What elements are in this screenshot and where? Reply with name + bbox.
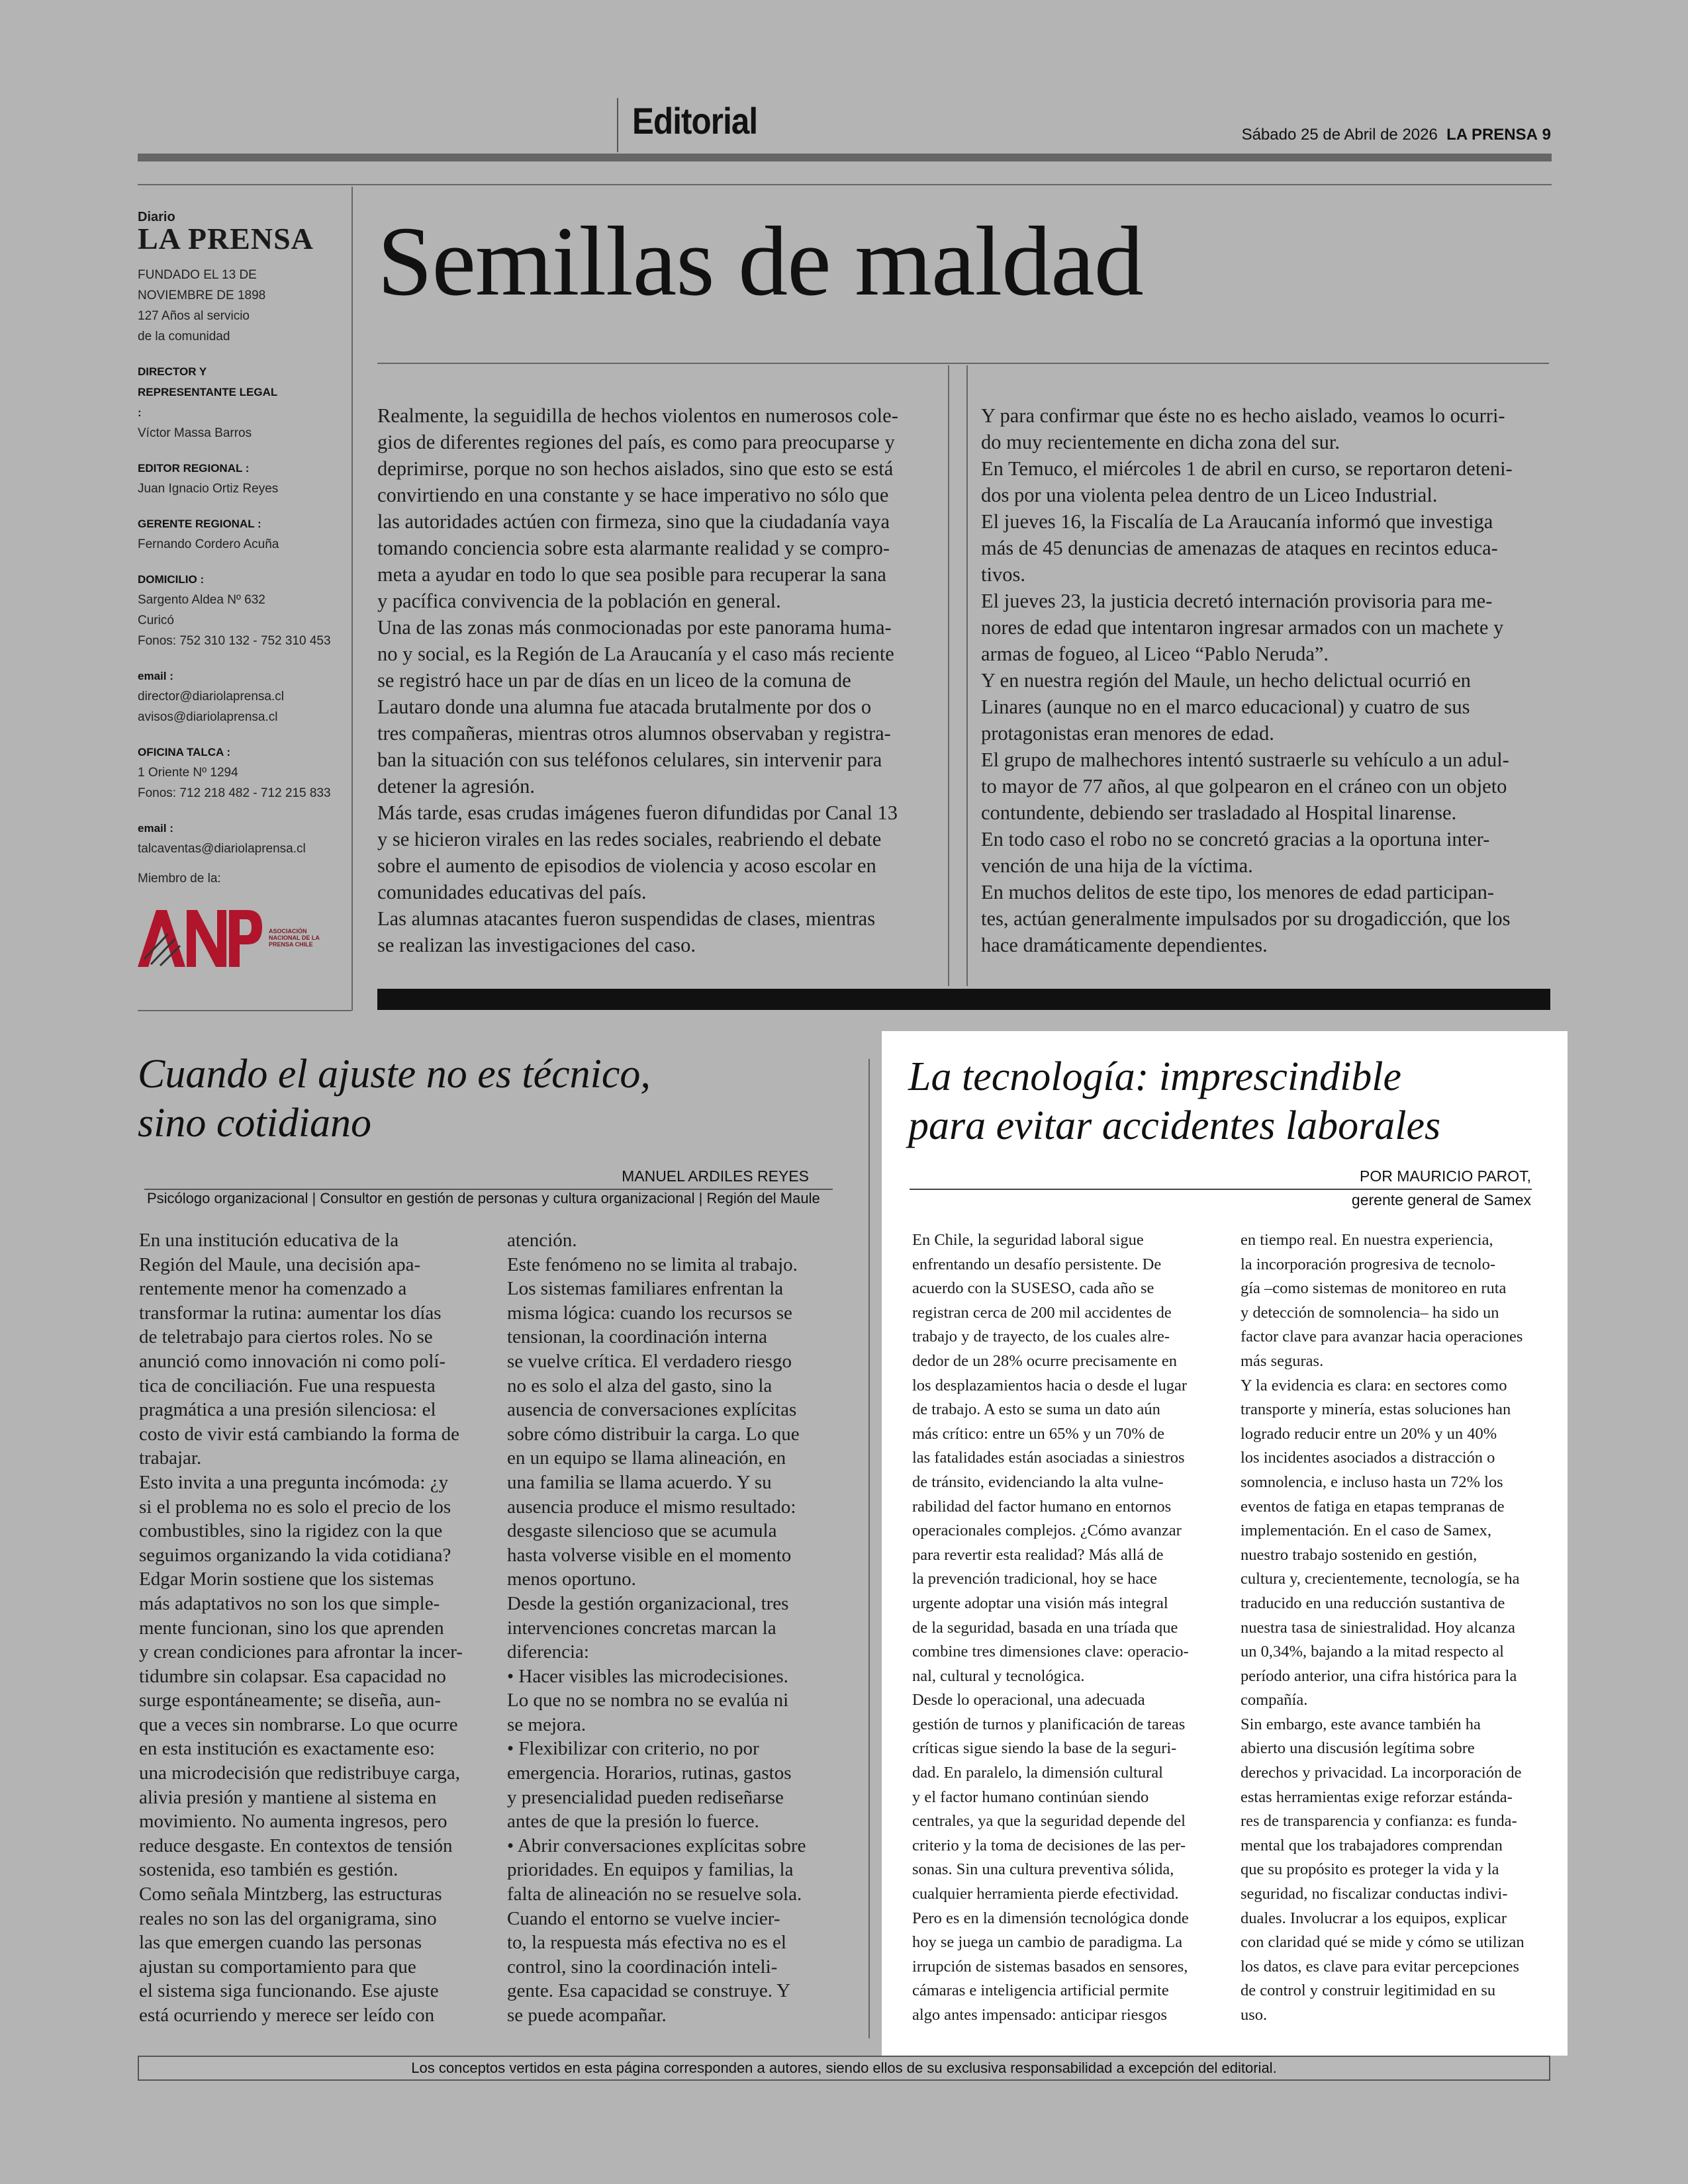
masthead-diario: Diario: [138, 210, 175, 224]
article1-title: [138, 1050, 651, 1148]
director-name: Víctor Massa Barros: [138, 426, 252, 440]
email-label: email :: [138, 670, 173, 682]
article2-title-line: para evitar accidentes laborales: [908, 1103, 1441, 1148]
email2-label: email :: [138, 822, 173, 835]
email-link[interactable]: director@diariolaprensa.cl: [138, 690, 284, 704]
article2-byline-rule: [910, 1189, 1532, 1190]
anp-logo: [138, 907, 350, 968]
article2-column-1: En Chile, la seguridad laboral sigue enfrentando un desafío persistente. De acuerdo con la SUSESO, cada año se registran cerca de 200 mil accidentes de trabajo y de trayecto, de los cuales alre- dedor de un 28% ocurre precisamente en los desplazamientos hacia o desde el lugar de trabajo. A esto se suma un dato aún más crítico: entre un 65% y un 70% de las fatalidades están asociadas a siniestros de tránsito, evidenciando la alta vulne- rabilidad del factor humano en entornos operacionales complejos. ¿Cómo avanzar para revertir esta realidad? Más allá de la prevención tradicional, hoy se hace urgente adoptar una visión más integral de la seguridad, basada en una tríada que combine tres dimensiones clave: operacio- nal, cultural y tecnológica. Desde lo operacional, una adecuada gestión de turnos y planificación de tareas críticas sigue siendo la base de la seguri- dad. En paralelo, la dimensión cultural y el factor humano continúan siendo centrales, ya que la seguridad depende del criterio y la toma de decisiones de las per- sonas. Sin una cultura preventiva sólida, cualquier herramienta pierde efectividad. Pero es en la dimensión tecnológica donde hoy se juega un cambio de paradigma. La irrupción de sistemas basados en sensores, cámaras e inteligencia artificial permite algo antes impensado: anticipar riesgos: [912, 1231, 1189, 2024]
article1-title-line: Cuando el ajuste no es técnico,: [138, 1052, 651, 1097]
domicilio-line: Sargento Aldea Nº 632: [138, 593, 265, 607]
domicilio-line: Curicó: [138, 614, 174, 627]
header-thin-rule: [138, 184, 1552, 185]
article2-title-line: La tecnología: imprescindible: [908, 1054, 1402, 1099]
gerente-label: GERENTE REGIONAL :: [138, 518, 261, 530]
article-divider: [868, 1059, 870, 2038]
article2-column-2: en tiempo real. En nuestra experiencia, la incorporación progresiva de tecnolo- gía –como sistemas de monitoreo en ruta y detección de somnolencia– ha sido un factor clave para avanzar hacia operaciones más seguras. Y la evidencia es clara: en sectores como transporte y minería, estas soluciones han logrado reducir entre un 20% y un 40% los incidentes asociados a distracción o somnolencia, e incluso hasta un 72% los eventos de fatiga en etapas tempranas de implementación. En el caso de Samex, nuestro trabajo sostenido en gestión, cultura y, crecientemente, tecnología, se ha traducido en una reducción sustantiva de nuestra tasa de siniestralidad. Hoy alcanza un 0,34%, bajando a la mitad respecto al período anterior, una cifra histórica para la compañía. Sin embargo, este avance también ha abierto una discusión legítima sobre derechos y privacidad. La incorporación de estas herramientas exige reforzar estánda- res de transparencia y confianza: es funda- mental que los trabajadores comprendan que su propósito es proteger la vida y la seguridad, no fiscalizar conductas indivi- duales. Involucrar a los equipos, explicar con claridad qué se mide y cómo se utilizan los datos, es clave para evitar percepciones de control y construir legitimidad en su uso.: [1241, 1231, 1524, 2024]
gerente-name: Fernando Cordero Acuña: [138, 537, 279, 551]
editorial-column-divider: [966, 365, 968, 986]
anp-logo-icon: [138, 907, 263, 968]
editor-name: Juan Ignacio Ortiz Reyes: [138, 482, 279, 496]
talca-label: OFICINA TALCA :: [138, 746, 231, 758]
talca-line: Fonos: 712 218 482 - 712 215 833: [138, 786, 331, 800]
editor-label: EDITOR REGIONAL :: [138, 462, 250, 475]
article1-column-2: atención. Este fenómeno no se limita al trabajo. Los sistemas familiares enfrentan la misma lógica: cuando los recursos se tensionan, la coordinación interna se vuelve crítica. El verdadero riesgo no es solo el alza del gasto, sino la ausencia de conversaciones explícitas sobre cómo distribuir la carga. Lo que en un equipo se llama alineación, en una familia se llama acuerdo. Y su ausencia produce el mismo resultado: desgaste silencioso que se acumula hasta volverse visible en el momento menos oportuno. Desde la gestión organizacional, tres intervenciones concretas marcan la diferencia: • Hacer visibles las microdecisiones. Lo que no se nombra no se evalúa ni se mejora. • Flexibilizar con criterio, no por emergencia. Horarios, rutinas, gastos y presencialidad pueden rediseñarse antes de que la presión lo fuerce. • Abrir conversaciones explícitas sobre prioridades. En equipos y familias, la falta de alineación no se resuelve sola. Cuando el entorno se vuelve incier- to, la respuesta más efectiva no es el control, sino la coordinación inteli- gente. Esa capacidad se construye. Y se puede acompañar.: [507, 1230, 806, 2026]
article2-author: POR MAURICIO PAROT,: [1360, 1167, 1531, 1185]
paper-name: LA PRENSA: [1446, 126, 1538, 144]
founded-block: [138, 265, 350, 347]
article1-column-1: En una institución educativa de la Región del Maule, una decisión apa- rentemente menor ha comenzado a transformar la rutina: aumentar los días de teletrabajo para ciertos roles. No se anunció como innovación ni como polí- tica de conciliación. Fue una respuesta pragmática a una presión silenciosa: el costo de vivir está cambiando la forma de trabajar. Esto invita a una pregunta incómoda: ¿y si el problema no es solo el precio de los combustibles, sino la rigidez con la que seguimos organizando la vida cotidiana? Edgar Morin sostiene que los sistemas más adaptativos no son los que simple- mente funcionan, sino los que aprenden y crean condiciones para afrontar la incer- tidumbre sin colapsar. Esa capacidad no surge espontáneamente; se diseña, aun- que a veces sin nombrarse. Lo que ocurre en esta institución es exactamente eso: una microdecisión que redistribuye carga, alivia presión y mantiene al sistema en movimiento. No aumenta ingresos, pero reduce desgaste. En contextos de tensión sostenida, eso también es gestión. Como señala Mintzberg, las estructuras reales no son las del organigrama, sino las que emergen cuando las personas ajustan su comportamiento para que el sistema siga funcionando. Ese ajuste está ocurriendo y merece ser leído con: [139, 1230, 463, 2026]
editorial-column-1: Realmente, la seguidilla de hechos violentos en numerosos cole- gios de diferentes regiones del país, es como para preocuparse y deprimirse, porque no son hechos aislados, sino que esto se está convirtiendo en una constante y se hace imperativo no sólo que las autoridades actúen con firmeza, sino que la ciudadanía vaya tomando conciencia sobre esta alarmante realidad y se compro- meta a ayudar en todo lo que sea posible para recuperar la sana y pacífica convivencia de la población en general. Una de las zonas más conmocionadas por este panorama huma- no y social, es la Región de La Araucanía y el caso más reciente se registró hace un par de días en un liceo de la comuna de Lautaro donde una alumna fue atacada brutalmente por dos o tres compañeras, mientras otros alumnos observaban y registra- ban la situación con sus teléfonos celulares, sin intervenir para detener la agresión. Más tarde, esas crudas imágenes fueron difundidas por Canal 13 y se hicieron virales en las redes sociales, reabriendo el debate sobre el aumento de episodios de violencia y acoso escolar en comunidades educativas del país. Las alumnas atacantes fueron suspendidas de clases, mientras se realizan las investigaciones del caso.: [377, 404, 898, 956]
founded-line: NOVIEMBRE DE 1898: [138, 289, 266, 302]
footer-disclaimer: Los conceptos vertidos en esta página corresponden a autores, siendo ellos de su exclusiva responsabilidad a excepción del editorial.: [138, 2056, 1550, 2081]
header-thick-rule: [138, 154, 1552, 161]
founded-line: 127 Años al servicio: [138, 309, 250, 323]
page-number: 9: [1542, 126, 1551, 144]
editorial-bottom-bar: [377, 989, 1550, 1010]
section-title: Editorial: [632, 100, 758, 142]
domicilio-label: DOMICILIO :: [138, 573, 205, 586]
member-label: Miembro de la:: [138, 872, 221, 886]
header-divider: [617, 98, 618, 152]
masthead-name: LA PRENSA: [138, 222, 314, 255]
editorial-headline: Semillas de maldad: [377, 206, 1143, 316]
sidebar-bottom-rule: [138, 1010, 352, 1011]
talca-line: 1 Oriente Nº 1294: [138, 766, 238, 780]
headline-rule: [377, 363, 1549, 364]
editorial-column-2: Y para confirmar que éste no es hecho aislado, veamos lo ocurri- do muy recientemente en dicha zona del sur. En Temuco, el miércoles 1 de abril en curso, se reportaron deteni- dos por una violenta pelea dentro de un Liceo Industrial. El jueves 16, la Fiscalía de La Araucanía informó que investiga más de 45 denuncias de amenazas de ataques en recintos educa- tivos. El jueves 23, la justicia decretó internación provisoria para me- nores de edad que intentaron ingresar armados con un machete y armas de fogueo, al Liceo “Pablo Neruda”. Y en nuestra región del Maule, un hecho delictual ocurrió en Linares (aunque no en el marco educacional) y cuatro de sus protagonistas eran menores de edad. El grupo de malhechores intentó sustraerle su vehículo a un adul- to mayor de 77 años, al que golpearon en el cráneo con un objeto contundente, debiendo ser trasladado al Hospital linarense. En todo caso el robo no se concretó gracias a la oportuna inter- vención de una hija de la víctima. En muchos delitos de este tipo, los menores de edad participan- tes, actúan generalmente impulsados por su drogadicción, que los hace dramáticamente dependientes.: [981, 404, 1513, 956]
founded-line: FUNDADO EL 13 DE: [138, 268, 257, 282]
article2-role: gerente general de Samex: [1351, 1191, 1531, 1208]
article1-author: MANUEL ARDILES REYES: [622, 1167, 809, 1185]
editorial-column-divider: [948, 365, 949, 986]
date-text: Sábado 25 de Abril de 2026: [1241, 126, 1438, 144]
director-label: DIRECTOR Y REPRESENTANTE LEGAL :: [138, 365, 277, 419]
article2-title: [908, 1052, 1440, 1150]
article1-title-line: sino cotidiano: [138, 1101, 372, 1146]
founded-line: de la comunidad: [138, 330, 230, 343]
article1-role: Psicólogo organizacional | Consultor en gestión de personas y cultura organizacional | Región del Maule: [147, 1190, 820, 1206]
email-link[interactable]: talcaventas@diariolaprensa.cl: [138, 842, 306, 856]
anp-caption: ASOCIACIÓN NACIONAL DE LA PRENSA CHILE: [269, 928, 320, 948]
header-date: [1242, 126, 1551, 144]
email-link[interactable]: avisos@diariolaprensa.cl: [138, 710, 278, 724]
domicilio-line: Fonos: 752 310 132 - 752 310 453: [138, 634, 331, 648]
masthead-sidebar: [138, 210, 350, 968]
sidebar-divider: [352, 187, 353, 1011]
